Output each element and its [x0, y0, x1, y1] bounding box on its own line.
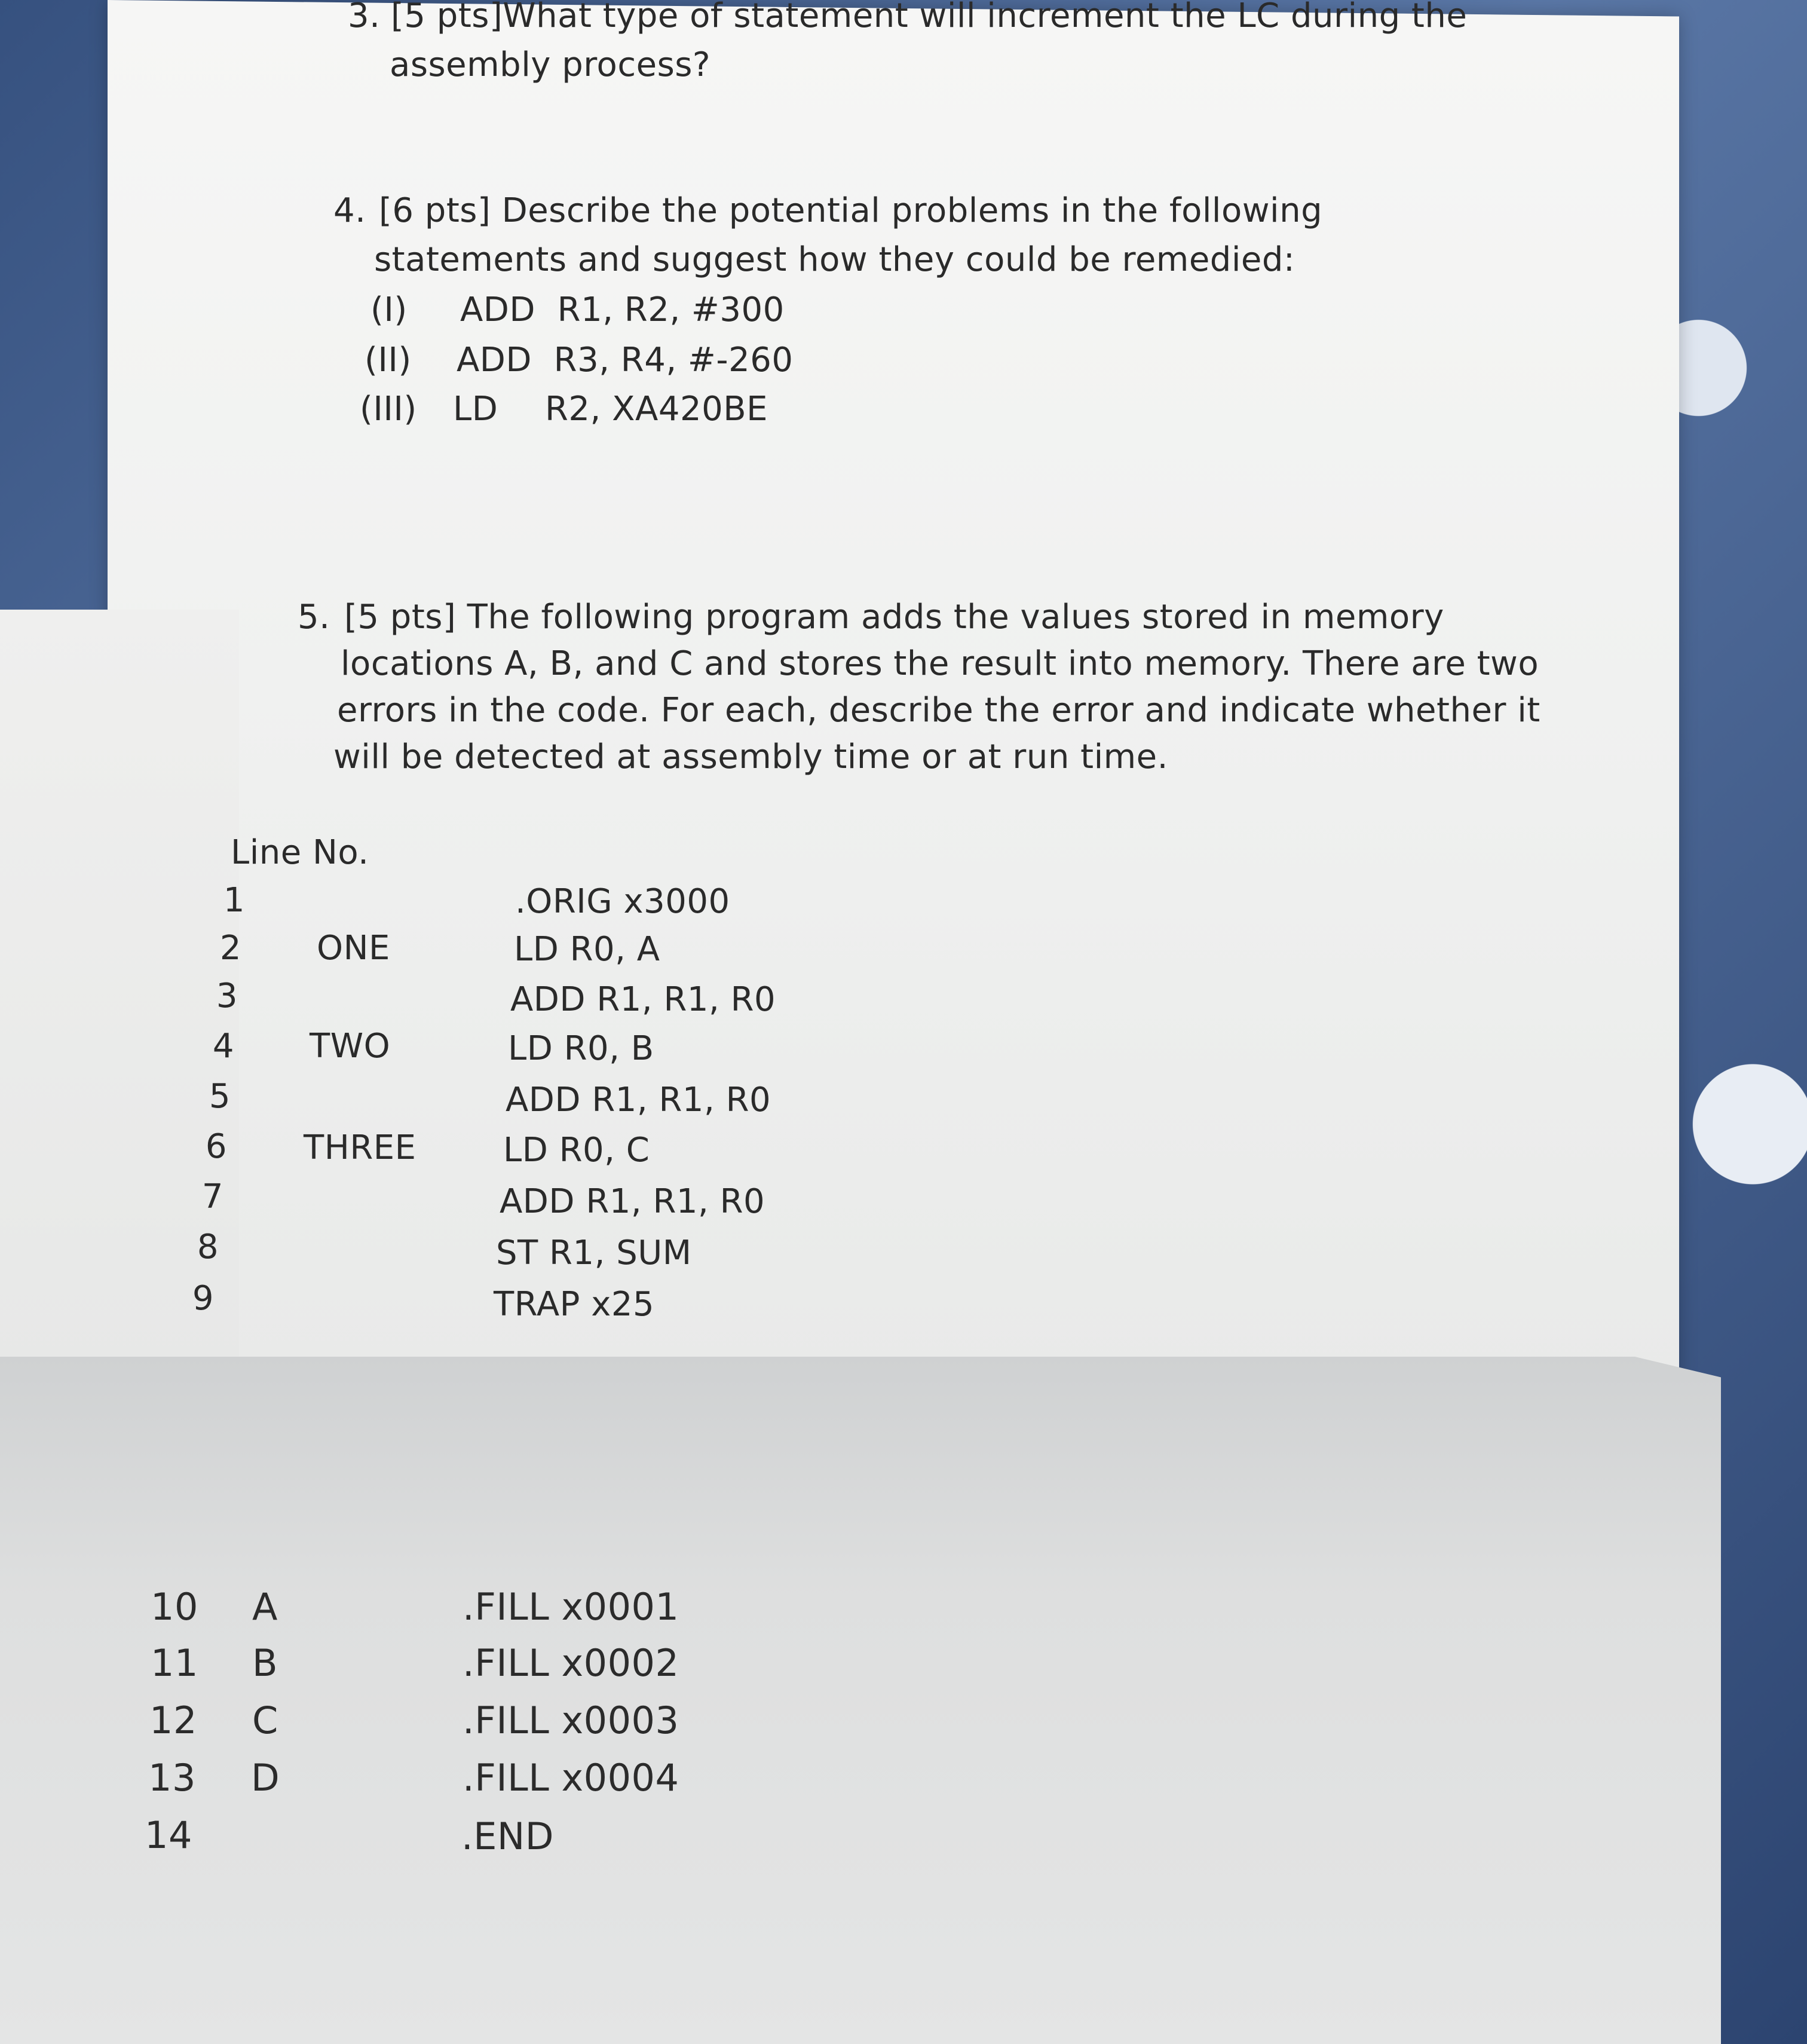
- question-5-text-line-2: locations A, B, and C and stores the result into memory. There are two: [341, 644, 1539, 683]
- question-4-text-line-2: statements and suggest how they could be remedied:: [374, 240, 1295, 279]
- code-instruction: .ORIG x3000: [515, 882, 730, 921]
- line-number: 9: [192, 1279, 214, 1318]
- code-instruction: .FILL x0001: [463, 1585, 679, 1629]
- code-instruction: LD R0, C: [503, 1131, 650, 1170]
- code-label: D: [251, 1756, 280, 1800]
- question-5-text-line-3: errors in the code. For each, describe the error and indicate whether it: [337, 691, 1540, 730]
- question-5-text-line-4: will be detected at assembly time or at run time.: [333, 738, 1168, 776]
- line-number: 12: [149, 1699, 197, 1742]
- line-number: 11: [151, 1641, 198, 1685]
- question-4-item-1-statement: ADD R1, R2, #300: [460, 290, 785, 329]
- code-instruction: ADD R1, R1, R0: [510, 980, 776, 1019]
- line-number: 7: [201, 1177, 223, 1216]
- question-4-item-3-number: (III): [360, 390, 417, 429]
- code-label: THREE: [304, 1128, 416, 1167]
- code-instruction: .FILL x0003: [463, 1699, 679, 1742]
- line-number: 6: [205, 1127, 227, 1166]
- question-4-item-2-statement: ADD R3, R4, #-260: [457, 341, 794, 380]
- line-number: 1: [223, 881, 245, 920]
- code-instruction: ADD R1, R1, R0: [500, 1182, 765, 1221]
- line-number: 10: [151, 1585, 198, 1629]
- code-label: ONE: [317, 929, 390, 968]
- question-4-number: 4.: [333, 191, 366, 230]
- code-label: TWO: [310, 1027, 391, 1066]
- code-instruction: ADD R1, R1, R0: [506, 1081, 771, 1119]
- question-3-text-line-1: [5 pts]What type of statement will increment the LC during the: [391, 0, 1468, 35]
- line-number: 4: [212, 1027, 234, 1066]
- line-number: 5: [209, 1077, 231, 1116]
- line-number-header: Line No.: [231, 833, 369, 872]
- line-number: 8: [197, 1228, 219, 1266]
- code-instruction: .END: [461, 1814, 555, 1858]
- question-4-text-line-1: [6 pts] Describe the potential problems in the following: [379, 191, 1323, 230]
- line-number: 3: [216, 977, 238, 1015]
- code-label: A: [252, 1585, 278, 1629]
- question-4-item-1-number: (I): [370, 290, 408, 329]
- line-number: 14: [145, 1813, 192, 1857]
- question-5-number: 5.: [298, 598, 330, 637]
- code-instruction: ST R1, SUM: [496, 1234, 692, 1272]
- question-3-number: 3.: [348, 0, 381, 35]
- code-instruction: LD R0, A: [514, 930, 660, 969]
- code-label: C: [252, 1699, 278, 1742]
- code-instruction: TRAP x25: [494, 1285, 655, 1324]
- question-4-item-2-number: (II): [365, 341, 412, 380]
- line-number: 13: [148, 1756, 196, 1800]
- code-label: B: [252, 1641, 278, 1685]
- code-instruction: .FILL x0004: [463, 1756, 679, 1800]
- question-3-text-line-2: assembly process?: [390, 45, 711, 84]
- question-4-item-3-operands: R2, XA420BE: [545, 390, 768, 429]
- question-4-item-3-opcode: LD: [453, 390, 498, 429]
- code-instruction: LD R0, B: [508, 1029, 654, 1068]
- code-instruction: .FILL x0002: [463, 1641, 679, 1685]
- line-number: 2: [219, 929, 241, 968]
- question-5-text-line-1: [5 pts] The following program adds the values stored in memory: [344, 598, 1444, 637]
